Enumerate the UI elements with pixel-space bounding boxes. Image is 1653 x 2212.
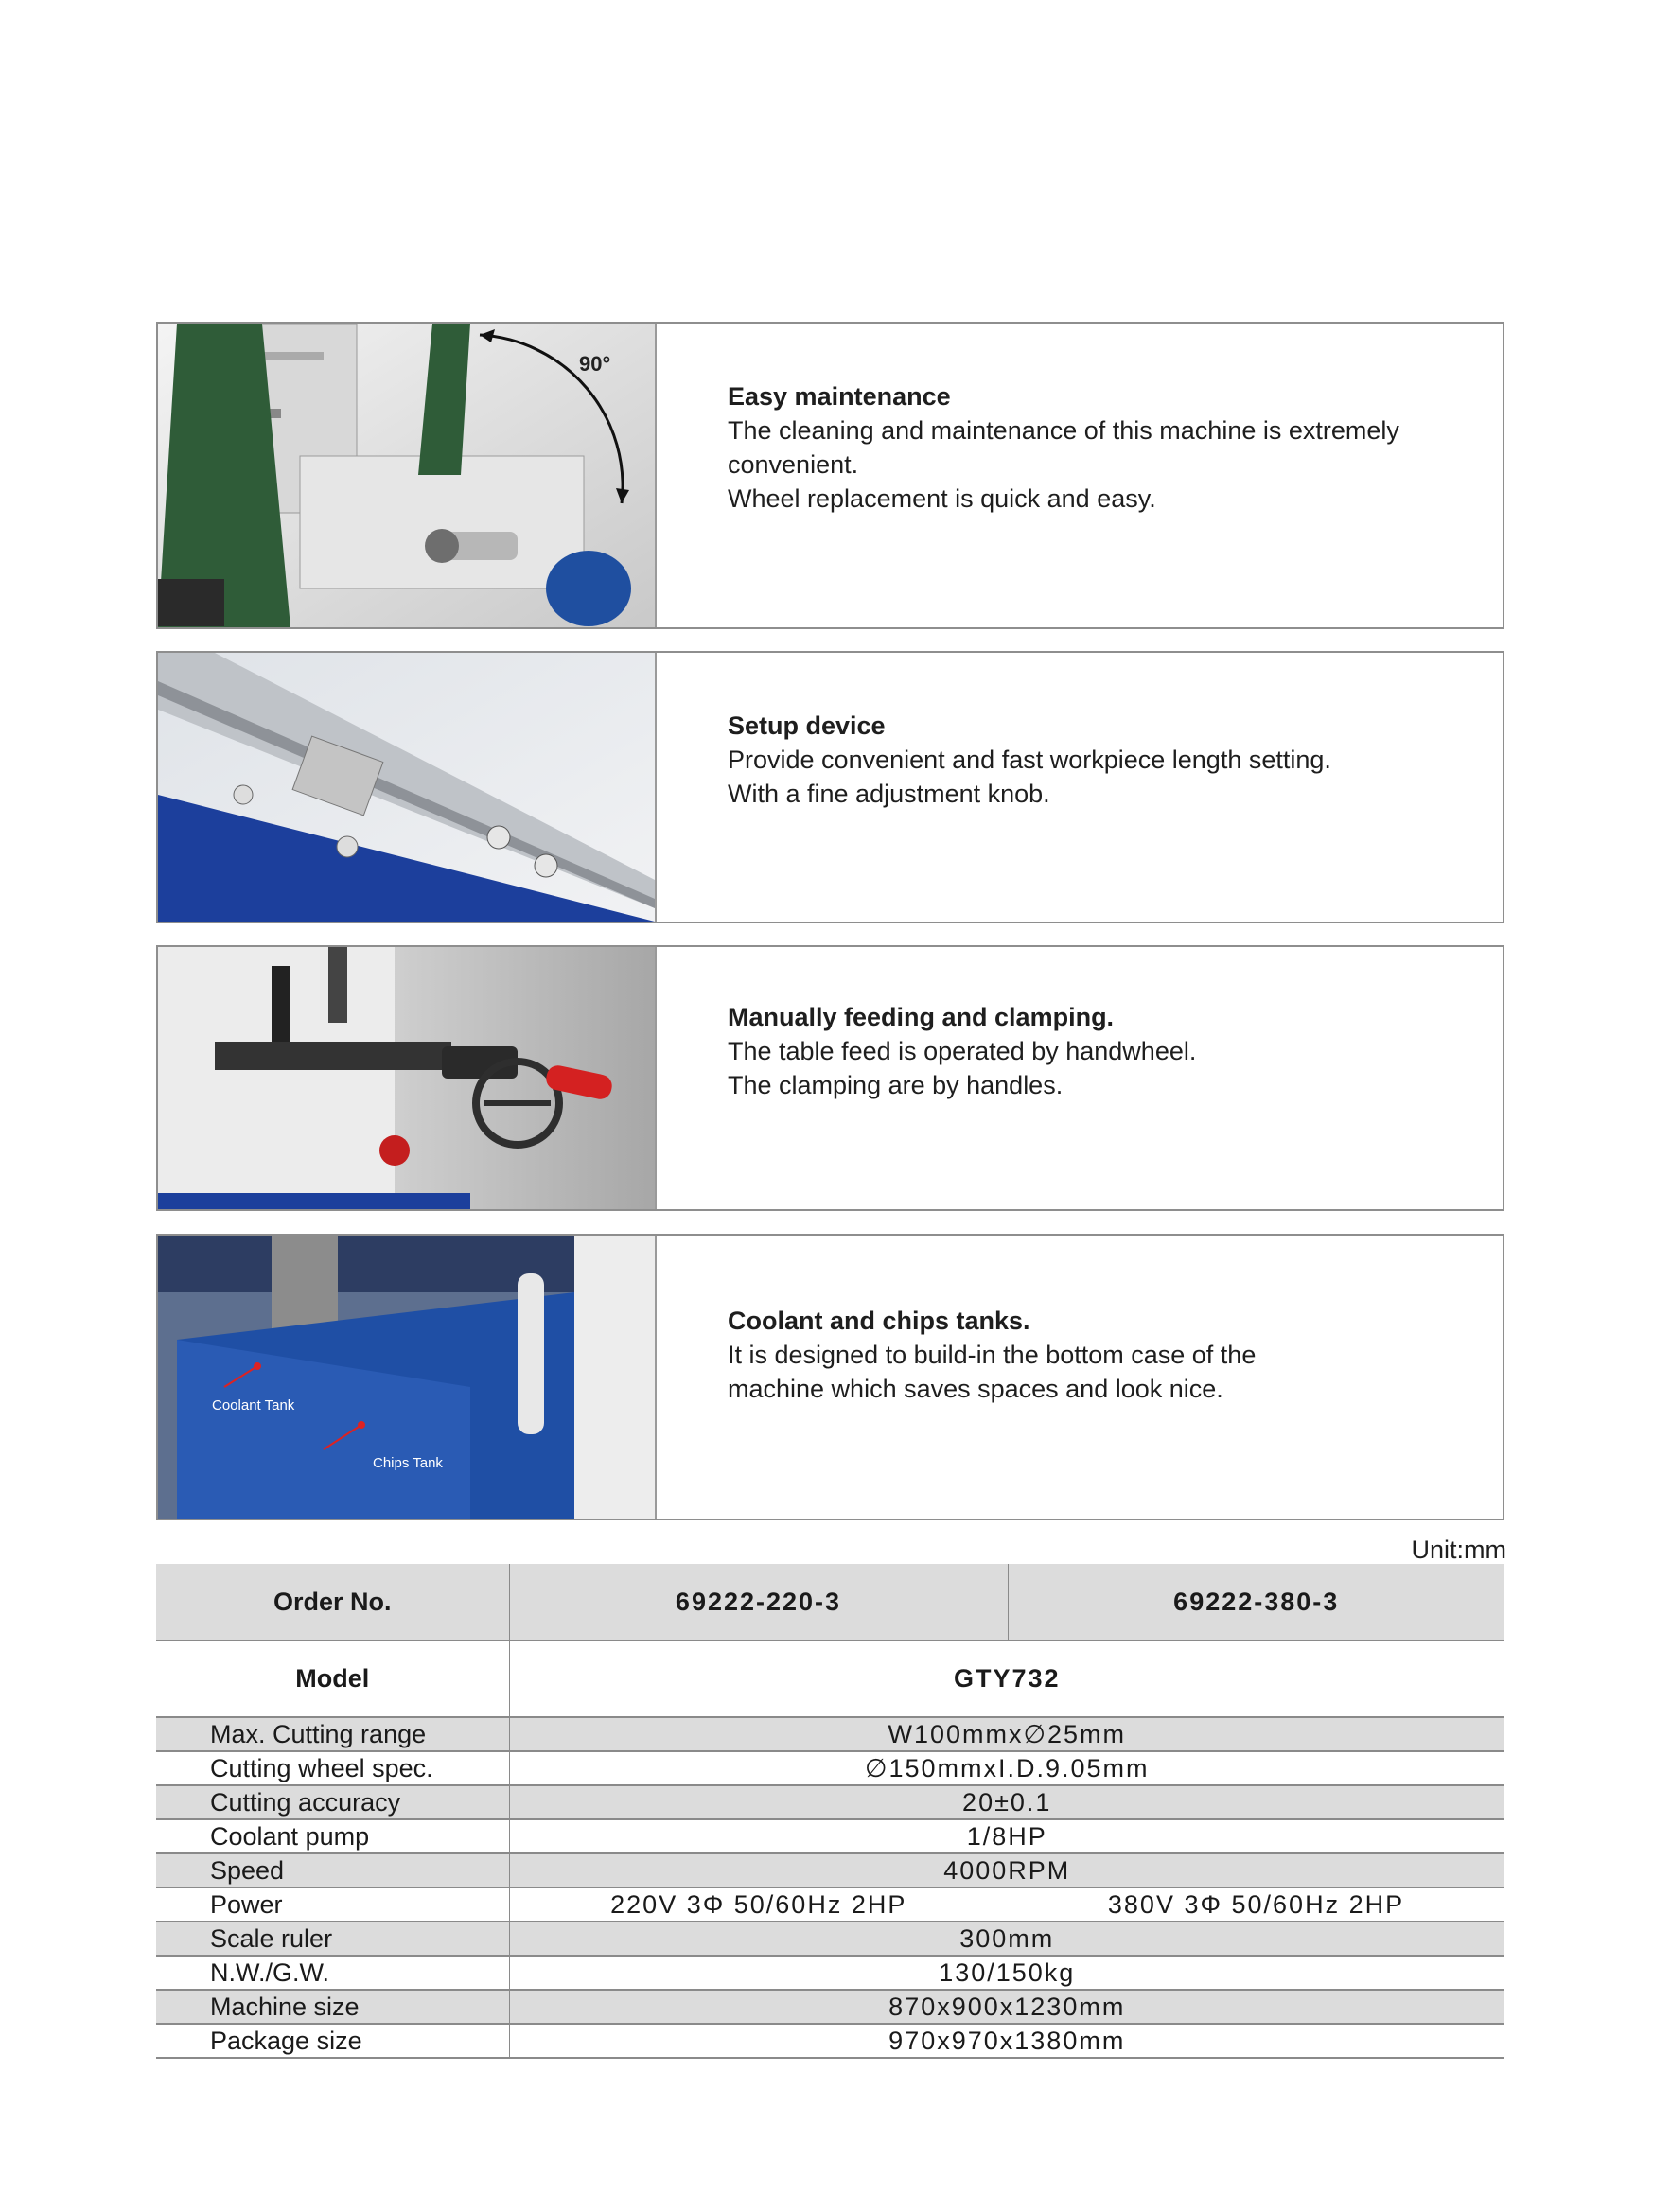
spec-row bbox=[156, 1785, 1504, 1819]
order-label: Order No. bbox=[156, 1564, 509, 1641]
machine-head-photo bbox=[158, 324, 657, 627]
tanks-photo bbox=[158, 1236, 657, 1519]
spec-label: Cutting accuracy bbox=[156, 1785, 509, 1819]
spec-value: 20±0.1 bbox=[509, 1785, 1504, 1819]
spec-label: N.W./G.W. bbox=[156, 1956, 509, 1990]
spec-label: Speed bbox=[156, 1853, 509, 1887]
spec-value: 130/150kg bbox=[509, 1956, 1504, 1990]
spec-label: Package size bbox=[156, 2024, 509, 2058]
feature-line: The clamping are by handles. bbox=[728, 1071, 1064, 1099]
model-value: GTY732 bbox=[509, 1641, 1504, 1717]
order-number: 69222-220-3 bbox=[509, 1564, 1008, 1641]
feature-text bbox=[728, 379, 1446, 516]
length-stop-photo bbox=[158, 653, 657, 922]
spec-value: 870x900x1230mm bbox=[509, 1990, 1504, 2024]
unit-label: Unit:mm bbox=[1411, 1536, 1506, 1564]
chips-tank-label: Chips Tank bbox=[373, 1455, 443, 1471]
feature-line: Wheel replacement is quick and easy. bbox=[728, 484, 1156, 513]
spec-value: W100mmx∅25mm bbox=[509, 1717, 1504, 1751]
order-row bbox=[156, 1564, 1504, 1641]
spec-table bbox=[156, 1564, 1504, 2059]
spec-value: 1/8HP bbox=[509, 1819, 1504, 1853]
feature-text bbox=[728, 1304, 1446, 1406]
feature-text bbox=[728, 1000, 1446, 1102]
angle-label: 90° bbox=[579, 352, 611, 376]
feature-line: machine which saves spaces and look nice. bbox=[728, 1375, 1223, 1403]
feature-title: Manually feeding and clamping. bbox=[728, 1003, 1115, 1031]
spec-row bbox=[156, 1717, 1504, 1751]
spec-value: 220V 3Φ 50/60Hz 2HP bbox=[509, 1887, 1008, 1922]
feature-line: Provide convenient and fast workpiece length setting. bbox=[728, 746, 1331, 774]
feature-line: The cleaning and maintenance of this machine is extremely bbox=[728, 416, 1399, 445]
spec-label: Machine size bbox=[156, 1990, 509, 2024]
feature-easy-maintenance bbox=[156, 322, 1504, 629]
feature-text bbox=[728, 709, 1446, 811]
spec-row bbox=[156, 1956, 1504, 1990]
feature-title: Coolant and chips tanks. bbox=[728, 1307, 1030, 1335]
feature-line: It is designed to build-in the bottom case of the bbox=[728, 1341, 1257, 1369]
feature-title: Setup device bbox=[728, 711, 886, 740]
spec-row bbox=[156, 1887, 1504, 1922]
spec-label: Coolant pump bbox=[156, 1819, 509, 1853]
model-label: Model bbox=[156, 1641, 509, 1717]
spec-label: Power bbox=[156, 1887, 509, 1922]
spec-label: Scale ruler bbox=[156, 1922, 509, 1956]
feature-feeding-clamping bbox=[156, 945, 1504, 1211]
feature-title: Easy maintenance bbox=[728, 382, 951, 411]
spec-row bbox=[156, 1819, 1504, 1853]
spec-value: 300mm bbox=[509, 1922, 1504, 1956]
feature-coolant-chips bbox=[156, 1234, 1504, 1520]
spec-row bbox=[156, 1990, 1504, 2024]
spec-value: 4000RPM bbox=[509, 1853, 1504, 1887]
spec-value: 380V 3Φ 50/60Hz 2HP bbox=[1008, 1887, 1504, 1922]
coolant-tank-label: Coolant Tank bbox=[212, 1397, 295, 1413]
handwheel-photo bbox=[158, 947, 657, 1209]
spec-label: Cutting wheel spec. bbox=[156, 1751, 509, 1785]
feature-line: The table feed is operated by handwheel. bbox=[728, 1037, 1197, 1065]
spec-label: Max. Cutting range bbox=[156, 1717, 509, 1751]
order-number: 69222-380-3 bbox=[1008, 1564, 1504, 1641]
spec-row bbox=[156, 1853, 1504, 1887]
model-row bbox=[156, 1641, 1504, 1717]
feature-line: With a fine adjustment knob. bbox=[728, 780, 1050, 808]
spec-row bbox=[156, 1751, 1504, 1785]
feature-setup-device bbox=[156, 651, 1504, 923]
spec-value: ∅150mmxI.D.9.05mm bbox=[509, 1751, 1504, 1785]
spec-value: 970x970x1380mm bbox=[509, 2024, 1504, 2058]
spec-row bbox=[156, 2024, 1504, 2058]
spec-row bbox=[156, 1922, 1504, 1956]
feature-line: convenient. bbox=[728, 450, 859, 479]
